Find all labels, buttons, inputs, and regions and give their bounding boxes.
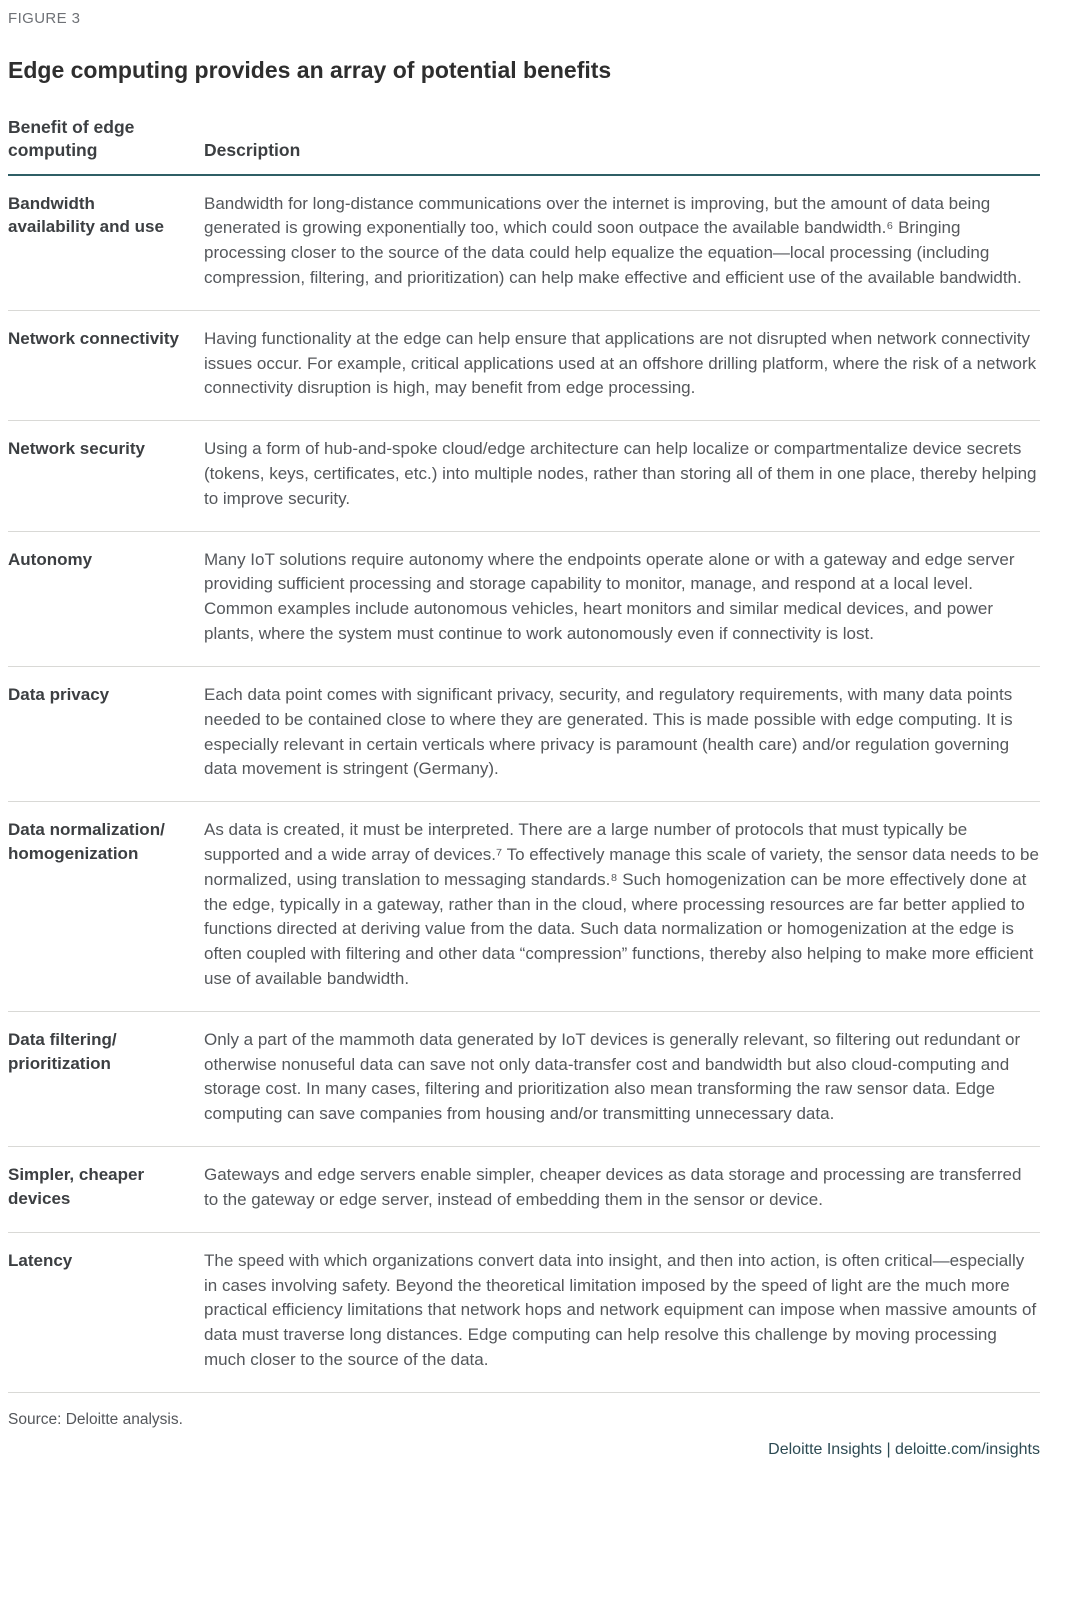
description-cell: Many IoT solutions require autonomy where the endpoints operate alone or with a gateway and edge server providing sufficient processing and storage capability to monitor, manage, and respond at a local level. Common examples include autonomous vehicles, heart monitors and similar medical devices, and power plants, where the system must continue to work autonomously even if connectivity is lost. <box>204 549 1015 644</box>
table-row <box>8 1012 1040 1147</box>
column-header-description: Description <box>204 139 301 160</box>
benefits-table <box>8 116 1040 1393</box>
benefit-cell: Network connectivity <box>8 328 179 348</box>
description-cell: Having functionality at the edge can help ensure that applications are not disrupted when network connectivity issues occur. For example, critical applications used at an offshore drilling platform, where the risk of a network connectivity disruption is high, may benefit from edge processing. <box>204 328 1037 398</box>
description-cell: Using a form of hub-and-spoke cloud/edge architecture can help localize or compartmentalize device secrets (tokens, keys, certificates, etc.) into multiple nodes, rather than storing all of them in one place, thereby helping to improve security. <box>204 439 1037 508</box>
table-row <box>8 176 1040 311</box>
table-row <box>8 421 1040 531</box>
description-cell: Gateways and edge servers enable simpler, cheaper devices as data storage and processing are transferred to the gateway or edge server, instead of embedding them in the sensor or device. <box>204 1165 1022 1209</box>
table-body <box>8 176 1040 1393</box>
benefit-cell: Bandwidth availability and use <box>8 193 164 237</box>
table-row <box>8 532 1040 667</box>
branding-footer: Deloitte Insights | deloitte.com/insights <box>768 1440 1040 1458</box>
description-cell: The speed with which organizations convert data into insight, and then into action, is often critical—especially in cases involving safety. Beyond the theoretical limitation imposed by the speed of light are the much more practical efficiency limitations that network hops and network equipment can impose when massive amounts of data must traverse long distances. Edge computing can help resolve this challenge by moving processing much closer to the source of the data. <box>204 1250 1037 1369</box>
benefit-cell: Data filtering/ prioritization <box>8 1029 117 1073</box>
column-header-benefit: Benefit of edge computing <box>8 117 135 160</box>
description-cell: Each data point comes with significant privacy, security, and regulatory requirements, with many data points needed to be contained close to where they are generated. This is made possible with edge computing. It is especially relevant in certain verticals where privacy is paramount (health care) and/or regulation governing data movement is stringent (Germany). <box>204 684 1013 779</box>
description-cell: Bandwidth for long-distance communications over the internet is improving, but the amount of data being generated is growing exponentially too, which could soon outpace the available bandwidth.⁶ Bringing processing closer to the source of the data could help equalize the equation—local processing (including compression, filtering, and prioritization) can help make effective and efficient use of the available bandwidth. <box>204 193 1022 287</box>
figure-title: Edge computing provides an array of potential benefits <box>8 57 612 83</box>
table-row <box>8 1233 1040 1393</box>
benefit-cell: Data privacy <box>8 684 110 704</box>
benefit-cell: Simpler, cheaper devices <box>8 1165 145 1208</box>
benefit-cell: Network security <box>8 439 145 459</box>
figure-label: FIGURE 3 <box>8 10 81 27</box>
benefit-cell: Autonomy <box>8 549 93 569</box>
benefit-cell: Data normalization/ homogenization <box>8 820 165 863</box>
description-cell: As data is created, it must be interpreted. There are a large number of protocols that must typically be supported and a wide array of devices.⁷ To effectively manage this scale of variety, the sensor data needs to be normalized, using translation to messaging standards.⁸ Such homogenization can be more effectively done at the edge, typically in a gateway, rather than in the cloud, where processing resources are far better applied to functions directed at deriving value from the data. Such data normalization or homogenization at the edge is often coupled with filtering and other data “compression” functions, thereby also helping to make more efficient use of available bandwidth. <box>204 820 1039 988</box>
table-row <box>8 311 1040 421</box>
table-row <box>8 667 1040 802</box>
table-row <box>8 1147 1040 1233</box>
table-row <box>8 802 1040 1012</box>
source-note: Source: Deloitte analysis. <box>8 1410 183 1428</box>
description-cell: Only a part of the mammoth data generated by IoT devices is generally relevant, so filtering out redundant or otherwise nonuseful data can save not only data-transfer cost and bandwidth but also cloud-computing and storage cost. In many cases, filtering and prioritization also mean transforming the raw sensor data. Edge computing can save companies from housing and/or transmitting unnecessary data. <box>204 1029 1021 1124</box>
benefit-cell: Latency <box>8 1250 73 1270</box>
table-header-row <box>8 116 1040 176</box>
